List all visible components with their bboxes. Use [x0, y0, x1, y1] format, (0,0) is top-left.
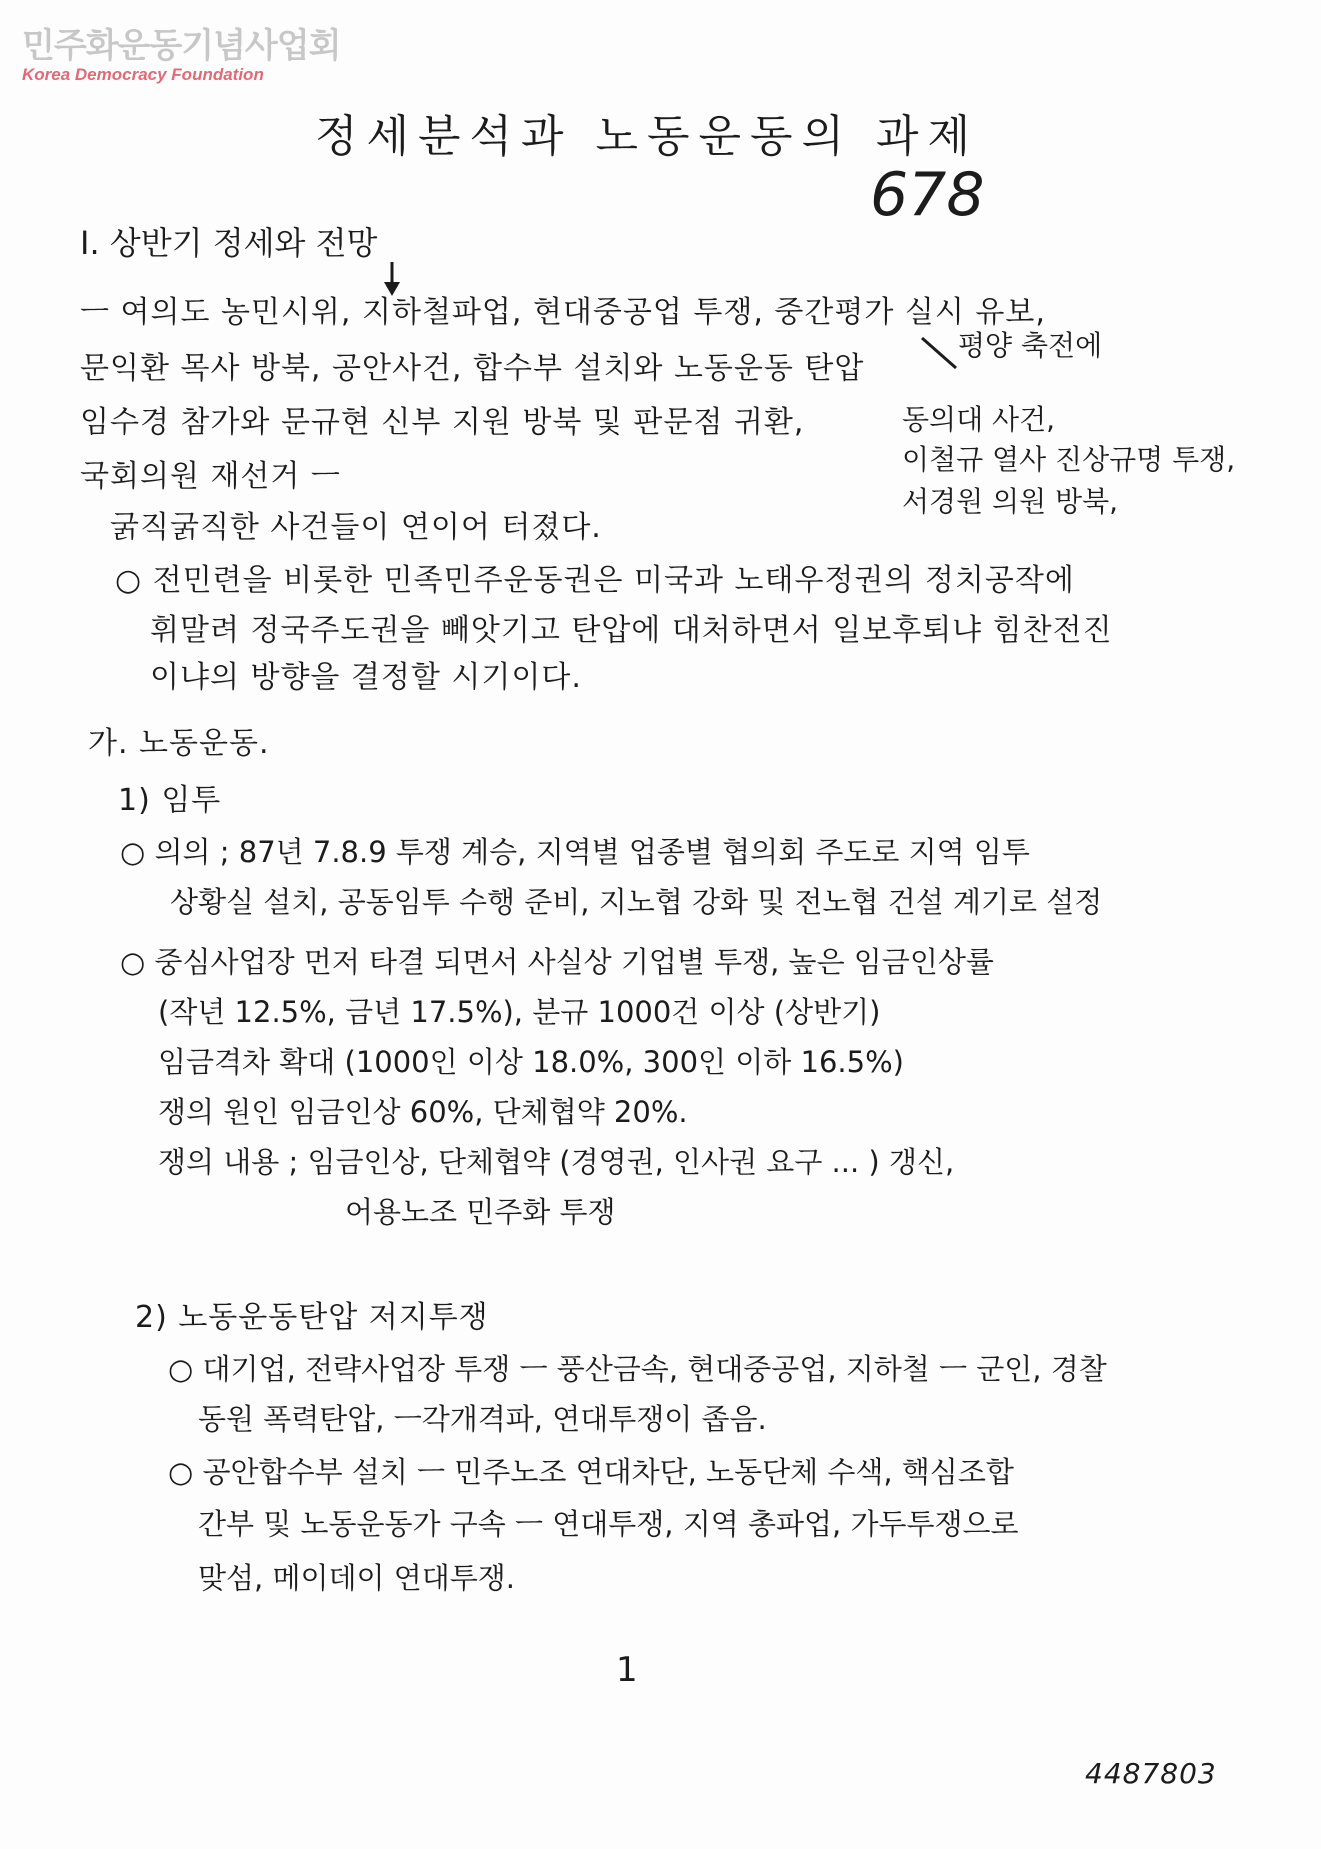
section-line: 임수경 참가와 문규현 신부 지원 방북 및 판문점 귀환, — [80, 405, 805, 440]
page-number: 1 — [616, 1650, 638, 1690]
document-number: 678 — [870, 160, 985, 230]
insert-note: 평양 축전에 — [958, 329, 1103, 362]
point-line: ○ 공안합수부 설치 ㅡ 민주노조 연대차단, 노동단체 수색, 핵심조합 — [168, 1455, 1014, 1489]
subsection-heading: 가. 노동운동. — [88, 726, 270, 761]
point-line: 동원 폭력탄압, ㅡ각개격파, 연대투쟁이 좁음. — [198, 1402, 767, 1436]
side-note: 동의대 사건, — [902, 403, 1056, 436]
section-heading: I. 상반기 정세와 전망 — [80, 224, 378, 262]
section-line: 문익환 목사 방북, 공안사건, 합수부 설치와 노동운동 탄압 — [80, 351, 865, 386]
part-heading: 2) 노동운동탄압 저지투쟁 — [135, 1300, 489, 1335]
document-title: 정세분석과 노동운동의 과제 — [315, 111, 980, 162]
point-line: 쟁의 내용 ; 임금인상, 단체협약 (경영권, 인사권 요구 ... ) 갱신, — [158, 1145, 955, 1179]
point-line: 간부 및 노동운동가 구속 ㅡ 연대투쟁, 지역 총파업, 가두투쟁으로 — [198, 1507, 1019, 1541]
point-line: ○ 전민련을 비롯한 민족민주운동권은 미국과 노태우정권의 정치공작에 — [115, 563, 1075, 598]
point-line: ○ 의의 ; 87년 7.8.9 투쟁 계승, 지역별 업종별 협의회 주도로 지역 임투 — [120, 835, 1030, 869]
point-line: 임금격차 확대 (1000인 이상 18.0%, 300인 이하 16.5%) — [158, 1045, 904, 1079]
section-line: 굵직굵직한 사건들이 연이어 터졌다. — [110, 510, 602, 545]
side-note: 이철규 열사 진상규명 투쟁, — [902, 443, 1236, 476]
point-line: (작년 12.5%, 금년 17.5%), 분규 1000건 이상 (상반기) — [158, 995, 881, 1029]
point-line: 휘말려 정국주도권을 빼앗기고 탄압에 대처하면서 일보후퇴냐 힘찬전진 — [150, 613, 1113, 648]
side-note: 서경원 의원 방북, — [902, 485, 1119, 518]
point-line: 어용노조 민주화 투쟁 — [345, 1195, 616, 1229]
archive-stamp: 4487803 — [1085, 1757, 1217, 1790]
point-line: 이냐의 방향을 결정할 시기이다. — [150, 660, 582, 695]
watermark-org-english: Korea Democracy Foundation — [22, 65, 264, 84]
point-line: 맞섬, 메이데이 연대투쟁. — [198, 1561, 516, 1595]
point-line: 쟁의 원인 임금인상 60%, 단체협약 20%. — [158, 1095, 688, 1129]
section-line: 국회의원 재선거 ㅡ — [80, 459, 341, 494]
point-line: ○ 중심사업장 먼저 타결 되면서 사실상 기업별 투쟁, 높은 임금인상률 — [120, 945, 994, 979]
point-line: ○ 대기업, 전략사업장 투쟁 ㅡ 풍산금속, 현대중공업, 지하철 ㅡ 군인, 경찰 — [168, 1352, 1107, 1386]
point-line: 상황실 설치, 공동임투 수행 준비, 지노협 강화 및 전노협 건설 계기로 설정 — [170, 885, 1103, 919]
watermark-org-korean: 민주화운동기념사업회 — [22, 26, 341, 66]
part-heading: 1) 임투 — [118, 783, 222, 818]
insert-mark-icon — [918, 334, 962, 374]
section-line: ㅡ 여의도 농민시위, 지하철파업, 현대중공업 투쟁, 중간평가 실시 유보, — [80, 295, 1046, 330]
watermark — [22, 18, 340, 85]
